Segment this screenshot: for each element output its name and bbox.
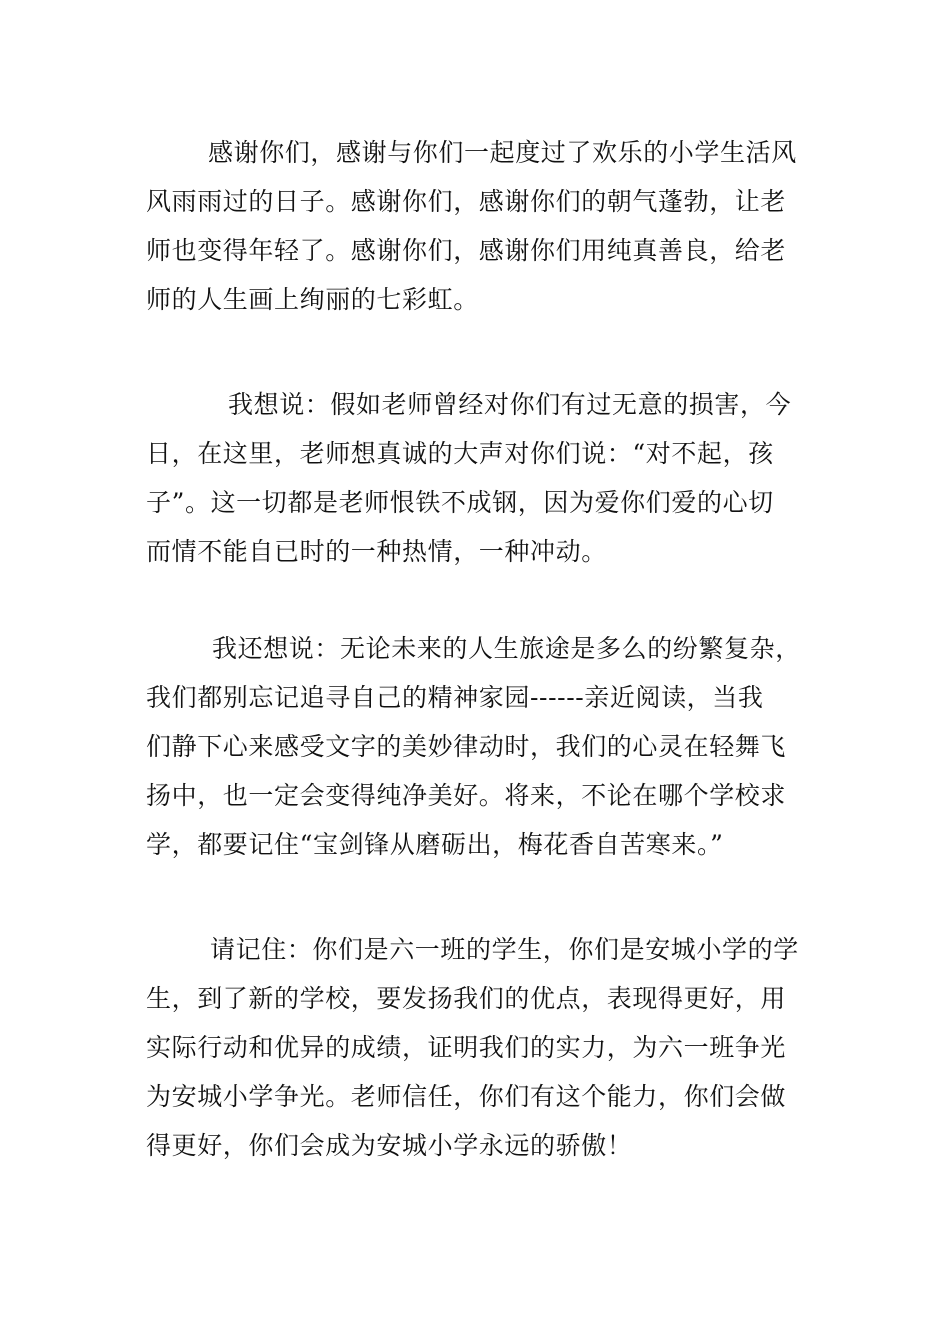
paragraph-line: 子”。这一切都是老师恨铁不成钢，因为爱你们爱的心切 <box>146 488 774 517</box>
paragraph-remember <box>146 925 806 1170</box>
paragraph-line: 我想说：假如老师曾经对你们有过无意的损害，今 <box>228 390 792 419</box>
paragraph-line: 学，都要记住“宝剑锋从磨砺出，梅花香自苦寒来。” <box>146 830 724 859</box>
paragraph-line: 生，到了新的学校，要发扬我们的优点，表现得更好，用 <box>146 984 787 1013</box>
paragraph-line: 我们都别忘记追寻自己的精神家园------亲近阅读，当我 <box>146 683 764 712</box>
paragraph-line: 得更好，你们会成为安城小学永远的骄傲！ <box>146 1131 633 1160</box>
paragraph-line: 们静下心来感受文字的美妙律动时，我们的心灵在轻舞飞 <box>146 732 787 761</box>
paragraph-line: 日，在这里，老师想真诚的大声对你们说：“对不起，孩 <box>146 439 774 468</box>
paragraph-line: 师也变得年轻了。感谢你们，感谢你们用纯真善良，给老 <box>146 236 787 265</box>
paragraph-reading <box>146 624 806 869</box>
paragraph-apology <box>146 380 806 576</box>
paragraph-line: 扬中，也一定会变得纯净美好。将来，不论在哪个学校求 <box>146 781 787 810</box>
paragraph-gratitude <box>146 128 806 324</box>
paragraph-line: 实际行动和优异的成绩，证明我们的实力，为六一班争光 <box>146 1033 787 1062</box>
paragraph-line: 而情不能自已时的一种热情，一种冲动。 <box>146 537 607 566</box>
paragraph-line: 感谢你们，感谢与你们一起度过了欢乐的小学生活风 <box>208 138 797 167</box>
paragraph-line: 我还想说：无论未来的人生旅途是多么的纷繁复杂， <box>212 634 801 663</box>
paragraph-line: 请记住：你们是六一班的学生，你们是安城小学的学 <box>210 935 799 964</box>
paragraph-line: 师的人生画上绚丽的七彩虹。 <box>146 285 479 314</box>
paragraph-line: 为安城小学争光。老师信任，你们有这个能力，你们会做 <box>146 1082 787 1111</box>
paragraph-line: 风雨雨过的日子。感谢你们，感谢你们的朝气蓬勃，让老 <box>146 187 787 216</box>
